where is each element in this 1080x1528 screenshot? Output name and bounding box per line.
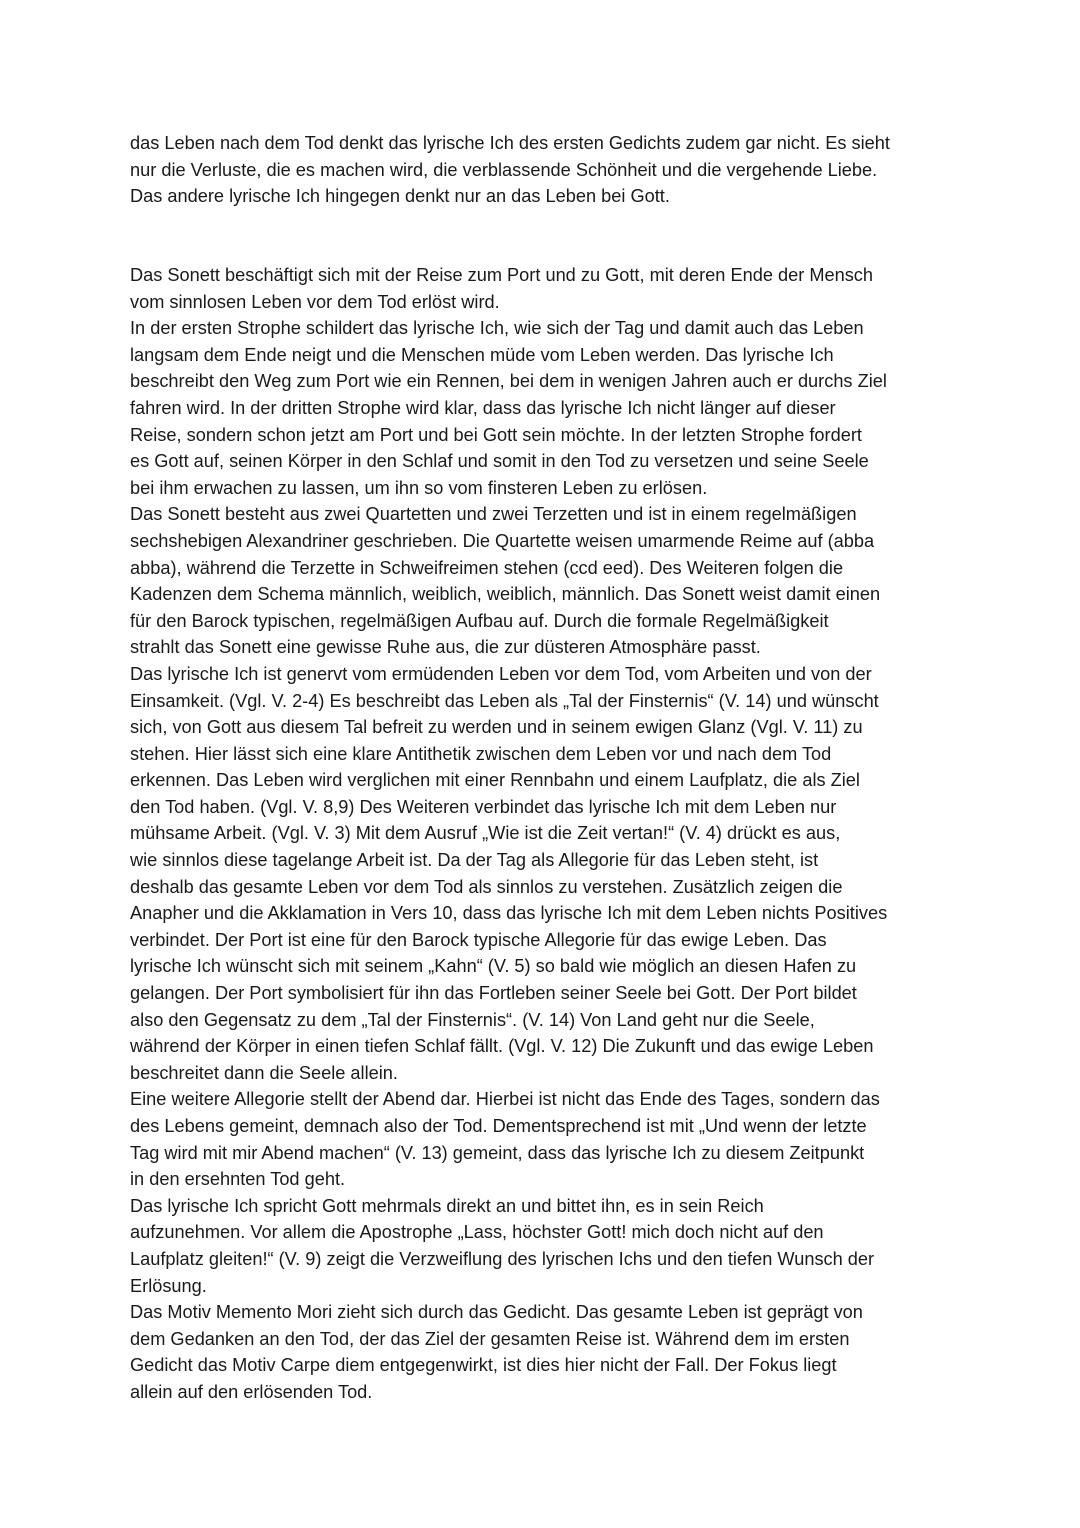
text-line: den Tod haben. (Vgl. V. 8,9) Des Weiteren verbindet das lyrische Ich mit dem Leben nur [130,796,837,817]
text-line: also den Gegensatz zu dem „Tal der Finsternis“. (V. 14) Von Land geht nur die Seele, [130,1009,815,1030]
text-line: beschreitet dann die Seele allein. [130,1062,398,1083]
text-line: beschreibt den Weg zum Port wie ein Rennen, bei dem in wenigen Jahren auch er durchs Ziel [130,371,887,392]
text-line: für den Barock typischen, regelmäßigen Aufbau auf. Durch die formale Regelmäßigkeit [130,610,829,631]
paragraph-intro [130,130,960,210]
text-line: Das Motiv Memento Mori zieht sich durch das Gedicht. Das gesamte Leben ist geprägt von [130,1302,863,1323]
text-line: des Lebens gemeint, demnach also der Tod. Dementsprechend ist mit „Und wenn der letzte [130,1116,867,1136]
text-line: während der Körper in einen tiefen Schlaf fällt. (Vgl. V. 12) Die Zukunft und das ewige Leben [130,1036,874,1057]
text-line: Laufplatz gleiten!“ (V. 9) zeigt die Verzweiflung des lyrischen Ichs und den tiefen Wunsch der [130,1248,875,1269]
text-line: mühsame Arbeit. (Vgl. V. 3) Mit dem Ausruf „Wie ist die Zeit vertan!“ (V. 4) drückt es aus, [130,823,841,844]
text-line: Das Sonett besteht aus zwei Quartetten und zwei Terzetten und ist in einem regelmäßigen [130,504,857,525]
text-line: dem Gedanken an den Tod, der das Ziel der gesamten Reise ist. Während dem im ersten [130,1328,850,1349]
text-line: das Leben nach dem Tod denkt das lyrische Ich des ersten Gedichts zudem gar nicht. Es sieht [130,133,890,153]
text-line: Kadenzen dem Schema männlich, weiblich, weiblich, männlich. Das Sonett weist damit einen [130,584,881,605]
text-line: strahlt das Sonett eine gewisse Ruhe aus, die zur düsteren Atmosphäre passt. [130,637,761,658]
text-line: Reise, sondern schon jetzt am Port und bei Gott sein möchte. In der letzten Strophe fordert [130,424,862,445]
text-line: gelangen. Der Port symbolisiert für ihn das Fortleben seiner Seele bei Gott. Der Port bildet [130,983,857,1004]
text-line: Einsamkeit. (Vgl. V. 2-4) Es beschreibt das Leben als „Tal der Finsternis“ (V. 14) und wünscht [130,690,879,711]
text-line: stehen. Hier lässt sich eine klare Antithetik zwischen dem Leben vor und nach dem Tod [130,743,832,764]
text-line: sechshebigen Alexandriner geschrieben. Die Quartette weisen umarmende Reime auf (abba [130,530,875,551]
text-line: Anapher und die Akklamation in Vers 10, dass das lyrische Ich mit dem Leben nichts Positives [130,903,888,924]
text-line: In der ersten Strophe schildert das lyrische Ich, wie sich der Tag und damit auch das Leben [130,318,864,339]
text-line: sich, von Gott aus diesem Tal befreit zu werden und in seinem ewigen Glanz (Vgl. V. 11) zu [130,717,863,738]
text-line: Das lyrische Ich spricht Gott mehrmals direkt an und bittet ihn, es in sein Reich [130,1195,764,1216]
text-line: lyrische Ich wünscht sich mit seinem „Kahn“ (V. 5) so bald wie möglich an diesen Hafen zu [130,956,857,977]
text-line: nur die Verluste, die es machen wird, die verblassende Schönheit und die vergehende Liebe. [130,159,878,180]
text-line: Tag wird mit mir Abend machen“ (V. 13) gemeint, dass das lyrische Ich zu diesem Zeitpunkt [130,1142,865,1163]
paragraph-sonnet-analysis [130,262,960,1406]
text-line: Eine weitere Allegorie stellt der Abend dar. Hierbei ist nicht das Ende des Tages, sondern das [130,1089,880,1110]
text-line: aufzunehmen. Vor allem die Apostrophe „Lass, höchster Gott! mich doch nicht auf den [130,1222,824,1243]
text-line: Gedicht das Motiv Carpe diem entgegenwirkt, ist dies hier nicht der Fall. Der Fokus liegt [130,1355,837,1376]
text-line: es Gott auf, seinen Körper in den Schlaf und somit in den Tod zu versetzen und seine Seele [130,451,869,472]
text-line: in den ersehnten Tod geht. [130,1169,346,1190]
text-line: langsam dem Ende neigt und die Menschen müde vom Leben werden. Das lyrische Ich [130,344,834,365]
text-line: Das andere lyrische Ich hingegen denkt nur an das Leben bei Gott. [130,186,670,207]
text-line: Das lyrische Ich ist genervt vom ermüdenden Leben vor dem Tod, vom Arbeiten und von der [130,663,872,684]
text-line: Erlösung. [130,1275,207,1296]
text-line: verbindet. Der Port ist eine für den Barock typische Allegorie für das ewige Leben. Das [130,929,827,950]
text-line: vom sinnlosen Leben vor dem Tod erlöst wird. [130,291,500,312]
text-line: deshalb das gesamte Leben vor dem Tod als sinnlos zu verstehen. Zusätzlich zeigen die [130,876,843,897]
text-line: erkennen. Das Leben wird verglichen mit einer Rennbahn und einem Laufplatz, die als Ziel [130,770,860,791]
text-line: Das Sonett beschäftigt sich mit der Reise zum Port und zu Gott, mit deren Ende der Mensch [130,265,874,285]
text-line: abba), während die Terzette in Schweifreimen stehen (ccd eed). Des Weiteren folgen die [130,557,844,578]
text-line: wie sinnlos diese tagelange Arbeit ist. Da der Tag als Allegorie für das Leben steht, ist [130,850,819,871]
text-line: fahren wird. In der dritten Strophe wird klar, dass das lyrische Ich nicht länger auf dieser [130,397,836,418]
text-line: allein auf den erlösenden Tod. [130,1381,373,1402]
text-line: bei ihm erwachen zu lassen, um ihn so vom finsteren Leben zu erlösen. [130,477,708,498]
